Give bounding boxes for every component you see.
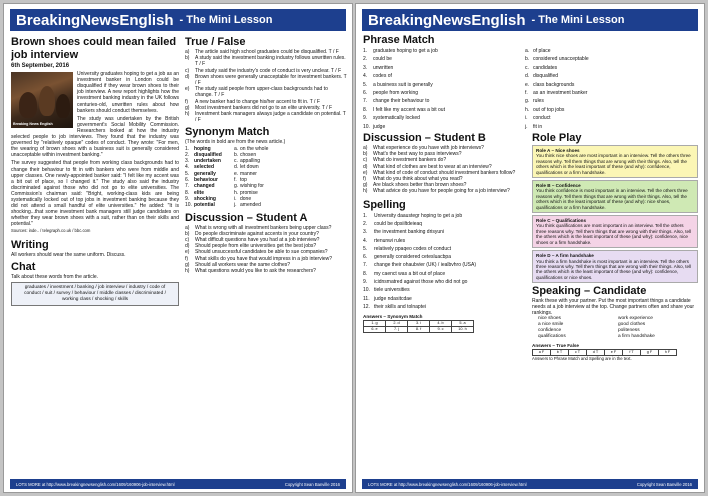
phrase-end: rules <box>533 98 544 105</box>
phrase-end: as an investment banker <box>533 90 588 97</box>
answer-cell: 1. g <box>364 321 386 327</box>
role-play-list <box>532 145 698 283</box>
spelling-text: relatively ppaqeo codes of conduct <box>374 245 451 252</box>
spelling-text: icidnsmatred against those who did not go <box>374 279 468 285</box>
true-false-item-letter: e) <box>185 86 190 93</box>
synonym-letter: g. <box>234 183 239 190</box>
synonym-word: selected <box>194 164 215 171</box>
true-false-item-text: Most investment bankers did not go to an elite university. T / F <box>195 104 333 111</box>
spelling-item <box>363 228 521 236</box>
discussion-a-list <box>185 225 347 275</box>
spelling-number: 5. <box>363 245 368 252</box>
answer-cell: e F <box>605 350 623 356</box>
discussion-a-item-text: Should unsuccessful candidates be able to sue companies? <box>195 249 328 256</box>
role-text: You think nice shoes are most important in an interview. Tell the others three reasons why. Tell them things that are wrong with their things. Also, tell the others which is the least important of these (and why): confidence, qualifications or a firm handshake. <box>536 153 691 175</box>
chat-words-box: graduates / investment / banking / job interview / industry / code of conduct / suit / survey / behaviour / middle classes / discriminated / working class / shocking / skills <box>11 282 179 306</box>
true-false-item-text: Investment bank managers always judge a candidate on potential. T / F <box>195 111 346 124</box>
spelling-text: my caenct was a bit out of place <box>374 270 446 277</box>
right-left-column <box>363 132 521 333</box>
discussion-b-item-letter: c) <box>363 157 368 164</box>
chat-heading: Chat <box>11 260 36 273</box>
spelling-text: tiele universities <box>374 287 410 294</box>
phrase-row <box>363 114 699 122</box>
spelling-text: judge ndasitcdae <box>374 295 412 302</box>
phrase-start: a business suit is generally <box>373 81 433 88</box>
true-false-item-text: A study said the investment banking industry follows unwritten rules. T / F <box>195 55 346 68</box>
spelling-text: University daaustegr hoping to get a job <box>374 212 463 219</box>
synonym-word: changed <box>194 183 215 190</box>
article-paragraph: The study was undertaken by the British government's Social Mobility Commission. Researchers looked at how the industry selected people to job interviews. They found that the industry was governed by "relatively opaque" codes of conduct. They wrote: "For men, the wearing of brown shoes with a business suit is generally considered unacceptable within investment banking." <box>11 115 179 159</box>
spelling-text: the investment banking drisyuni <box>374 229 445 236</box>
phrase-number: 7. <box>363 98 368 105</box>
synonym-letter: a. <box>234 145 239 152</box>
synonym-number: 4. <box>185 164 190 171</box>
synonym-definition: amended <box>240 202 261 209</box>
phrase-start: codes of <box>373 73 392 80</box>
article-headline: Brown shoes could mean failed job interview <box>11 36 177 61</box>
spelling-item <box>363 286 521 294</box>
spelling-item <box>363 212 521 220</box>
article-date: 6th September, 2016 <box>11 63 70 69</box>
article-sources: Sources: inde.. / telegraph.co.uk / bbc.com <box>11 228 91 234</box>
banner-subtitle: - The Mini Lesson <box>531 14 625 26</box>
role-card <box>532 250 698 283</box>
true-false-item <box>185 111 347 123</box>
role-card <box>532 215 698 248</box>
synonym-letter: c. <box>234 158 238 165</box>
phrase-row <box>363 64 699 72</box>
writing-heading: Writing <box>11 238 49 251</box>
role-text: You think qualifications are most important in an interview. Tell the others three reasons why. Tell them things that are wrong with their things. Also, tell the others which is the least important of these (and why): confidence, nice shoes or a firm handshake. <box>536 223 692 245</box>
shoe-shape <box>56 94 70 118</box>
true-false-item-letter: d) <box>185 73 190 80</box>
spelling-list <box>363 212 521 312</box>
synonym-definition: manner <box>240 170 257 177</box>
spelling-heading: Spelling <box>363 198 406 211</box>
phrase-start: judge <box>373 123 386 130</box>
phrase-letter: a. <box>525 48 530 54</box>
discussion-a-heading: Discussion – Student A <box>185 211 308 224</box>
phrase-end: conduct <box>533 115 551 122</box>
answer-cell: d T <box>587 350 605 356</box>
footer-copyright: Copyright Sean Banville 2016 <box>284 481 340 487</box>
role-title: Role A – Nice shoes <box>536 148 580 153</box>
synonym-definition: wishing for <box>240 183 264 190</box>
synonym-letter: f. <box>234 177 237 184</box>
role-title: Role C – Qualifications <box>536 218 587 224</box>
spelling-number: 3. <box>363 229 368 236</box>
discussion-a-item-text: Do people discriminate against accents in your country? <box>195 230 319 237</box>
discussion-a-item-letter: d) <box>185 243 190 250</box>
true-false-item <box>185 74 347 86</box>
spelling-item <box>363 270 521 278</box>
discussion-b-item-text: What experience do you have with job interviews? <box>373 145 484 151</box>
chat-instruction: Talk about these words from the article. <box>11 273 98 280</box>
synonym-definition: top <box>240 177 247 184</box>
spelling-number: 11. <box>363 295 370 302</box>
spelling-text: generally considered cetesluacbpa <box>374 254 451 261</box>
true-false-item-text: Brown shoes were generally unacceptable for investment bankers. T / F <box>195 73 347 87</box>
answer-cell: 4. b <box>430 321 452 327</box>
synonym-instruction: (The words in bold are from the news article.) <box>185 139 286 146</box>
spelling-item <box>363 245 521 253</box>
spelling-number: 7. <box>363 262 368 269</box>
discussion-a-item-text: What difficult questions have you had at a job interview? <box>195 236 320 243</box>
discussion-b-item-letter: g) <box>363 182 368 189</box>
phrase-match-section <box>363 34 699 131</box>
synonym-definition: appalling <box>240 158 261 165</box>
spelling-number: 8. <box>363 270 368 277</box>
discussion-a-item-letter: f) <box>185 255 189 262</box>
discussion-b-item-letter: e) <box>363 169 368 176</box>
synonym-word: undertaken <box>194 158 221 165</box>
spelling-number: 6. <box>363 254 368 261</box>
true-false-item-text: The article said high school graduates could be disqualified. T / F <box>195 49 339 55</box>
synonym-match-heading: Synonym Match <box>185 126 270 139</box>
spelling-item <box>363 237 521 245</box>
phrase-spacer <box>455 89 525 97</box>
spelling-number: 4. <box>363 237 368 244</box>
role-title: Role D – A firm handshake <box>536 253 594 259</box>
synonym-number: 1. <box>185 145 190 152</box>
answers-synonym-title: Answers – Synonym Match <box>363 314 423 320</box>
speaking-item: politeness <box>618 328 640 334</box>
phrase-start: change their behaviour to <box>373 98 430 105</box>
synonym-definition: done <box>240 195 252 202</box>
synonym-letter: b. <box>234 151 239 158</box>
synonym-word: shocking <box>194 195 216 202</box>
phrase-letter: h. <box>525 106 530 113</box>
true-false-item-letter: b) <box>185 55 190 62</box>
discussion-b-item-letter: b) <box>363 151 368 158</box>
phrase-number: 3. <box>363 64 368 71</box>
synonym-letter: j. <box>234 202 237 209</box>
phrase-letter: b. <box>525 56 530 63</box>
article-paragraph: The survey suggested that people from working class backgrounds had to change their behaviour to fit in with bankers who were from middle and upper classes. One newly-appointed banker said: "I felt like my accent was a bit out of place, so I changed it." The study also said the industry discriminated against those who did not go to elite universities. The Commission's chairman said: "Bright, working-class kids are being systematically locked out of top jobs in investment banking because they did not attend a small handful of elite universities." He added: "It is shocking...that some investment bank managers still judge candidates on whether they wear brown shoes with a suit, rather than on their skills and potential." <box>11 160 179 228</box>
answer-cell: a F <box>533 350 551 356</box>
phrase-end: of place <box>533 48 551 54</box>
answers-tf-table <box>532 349 677 356</box>
speaking-item: confidence <box>538 328 562 334</box>
true-false-item <box>185 55 347 67</box>
role-title: Role B – Confidence <box>536 183 581 189</box>
article-column <box>11 36 179 306</box>
synonym-number: 3. <box>185 158 190 165</box>
phrase-row <box>363 97 699 105</box>
spelling-text: their skills and tolnaptei <box>374 303 426 310</box>
synonym-row <box>185 202 347 208</box>
phrase-letter: g. <box>525 98 530 105</box>
phrase-row <box>363 89 699 97</box>
synonym-list <box>185 146 347 209</box>
true-false-item-letter: a) <box>185 49 190 55</box>
discussion-a-item-letter: a) <box>185 224 190 231</box>
footer-link[interactable]: LOTS MORE at http://www.breakingnewsenglish.com/1609/160906-job-interview.html <box>16 481 175 487</box>
synonym-letter: h. <box>234 189 239 196</box>
left-page <box>3 3 353 493</box>
speaking-item: nice shoes <box>538 316 561 322</box>
phrase-end: fit in <box>533 123 543 130</box>
phrase-number: 9. <box>363 115 368 122</box>
discussion-a-item-text: Should all workers wear the same clothes? <box>195 261 291 268</box>
discussion-a-item-letter: b) <box>185 230 190 237</box>
role-text: You think a firm handshake is most important in an interview. Tell the others three reasons why. Tell them things that are wrong with their things. Also, tell the others which is the least important of these (and why): confidence, qualifications or nice shoes. <box>536 258 692 280</box>
discussion-a-item <box>185 268 347 274</box>
synonym-word: behaviour <box>194 177 218 184</box>
article-intro: University graduates hoping to get a job as an investment banker in London could be disqualified if they wear brown shoes to their job interview. A new report highlights how the investment banking industry in the UK follows centuries-old, unwritten rules about how bankers should conduct themselves. <box>77 71 179 114</box>
discussion-b-item <box>363 188 521 194</box>
discussion-a-item-letter: g) <box>185 261 190 268</box>
answer-cell: 10. h <box>452 327 474 333</box>
role-play-heading: Role Play <box>532 132 582 144</box>
phrase-start: people from working <box>373 90 419 97</box>
true-false-item-letter: c) <box>185 67 190 74</box>
phrase-letter: e. <box>525 81 530 88</box>
answer-cell: 2. d <box>386 321 408 327</box>
discussion-a-item-text: Should people from elite universities get the best jobs? <box>195 243 317 250</box>
synonym-number: 9. <box>185 195 190 202</box>
spelling-item <box>363 261 521 269</box>
spelling-number: 1. <box>363 212 368 219</box>
exercises-column <box>185 36 347 274</box>
synonym-number: 10. <box>185 202 192 209</box>
discussion-b-item-letter: d) <box>363 163 368 170</box>
spelling-number: 9. <box>363 279 368 285</box>
discussion-b-item-text: What do investment bankers do? <box>373 157 447 164</box>
synonym-definition: let down <box>240 164 259 171</box>
phrase-letter: i. <box>525 115 528 122</box>
answer-cell: 9. c <box>430 327 452 333</box>
phrase-row <box>363 47 699 55</box>
banner <box>10 9 346 31</box>
phrase-letter: f. <box>525 90 528 97</box>
banner-title: BreakingNewsEnglish <box>16 11 174 29</box>
speaking-item: a firm handshake <box>618 334 655 340</box>
right-page <box>355 3 705 493</box>
footer-link[interactable]: LOTS MORE at http://www.breakingnewsenglish.com/1609/160906-job-interview.html <box>368 481 527 487</box>
phrase-spacer <box>455 81 525 89</box>
role-text: You think confidence is most important in an interview. Tell the others three reasons why. Tell them things that are wrong with their things. Also, tell the others which is the least important of these (and why): nice shoes, qualifications or a firm handshake. <box>536 188 688 210</box>
answer-cell: g F <box>641 350 659 356</box>
phrase-number: 6. <box>363 90 368 97</box>
footer-copyright: Copyright Sean Banville 2016 <box>636 481 692 487</box>
discussion-b-item-letter: a) <box>363 145 368 151</box>
phrase-number: 2. <box>363 56 368 63</box>
phrase-row <box>363 55 699 63</box>
synonym-word: disqualified <box>194 151 222 158</box>
phrase-letter: j. <box>525 123 528 130</box>
shoe-shape <box>19 92 37 118</box>
discussion-a-item-text: What questions would you like to ask the researchers? <box>195 267 316 274</box>
true-false-item-letter: g) <box>185 104 190 111</box>
spelling-text: could be dpsiiltdeieaq <box>374 220 423 227</box>
spelling-item <box>363 278 521 286</box>
phrase-number: 8. <box>363 106 368 113</box>
phrase-spacer <box>455 64 525 72</box>
phrase-end: candidates <box>533 64 558 71</box>
phrase-match-heading: Phrase Match <box>363 34 435 46</box>
synonym-letter: i. <box>234 195 237 202</box>
spelling-item <box>363 295 521 303</box>
answer-cell: 6. e <box>364 327 386 333</box>
synonym-number: 2. <box>185 151 190 158</box>
discussion-a-item-letter: c) <box>185 236 190 243</box>
synonym-number: 6. <box>185 177 190 184</box>
true-false-heading: True / False <box>185 36 246 48</box>
true-false-item-letter: h) <box>185 111 190 118</box>
discussion-b-item-text: What advice do you have for people going for a job interview? <box>373 188 510 195</box>
synonym-definition: on the whole <box>240 145 269 152</box>
spelling-number: 10. <box>363 287 370 294</box>
phrase-number: 10. <box>363 123 370 130</box>
phrase-number: 4. <box>363 73 368 80</box>
answer-cell: 7. j <box>386 327 408 333</box>
phrase-spacer <box>455 97 525 105</box>
synonym-letter: e. <box>234 170 239 177</box>
discussion-b-item-text: What do you think about what you read? <box>373 176 463 183</box>
banner-title: BreakingNewsEnglish <box>368 11 526 29</box>
phrase-end: class backgrounds <box>533 81 575 88</box>
spelling-text: rtenunwi rules <box>374 237 406 244</box>
phrase-number: 1. <box>363 48 368 54</box>
speaking-heading: Speaking – Candidate <box>532 285 647 298</box>
answer-cell: 3. i <box>408 321 430 327</box>
discussion-b-item-letter: f) <box>363 176 367 183</box>
answers-note: Answers to Phrase Match and Spelling are in the text. <box>532 356 632 362</box>
spelling-item <box>363 220 521 228</box>
synonym-number: 7. <box>185 183 190 190</box>
answer-cell: 5. a <box>452 321 474 327</box>
phrase-end: disqualified <box>533 73 559 80</box>
phrase-end: considered unacceptable <box>533 56 589 63</box>
phrase-spacer <box>455 106 525 114</box>
answer-cell: b T <box>551 350 569 356</box>
footer <box>362 479 698 489</box>
synonym-number: 5. <box>185 170 190 177</box>
spelling-number: 12. <box>363 303 370 310</box>
spelling-item <box>363 303 521 311</box>
discussion-b-item-text: What kind of code of conduct should investment bankers follow? <box>373 169 516 176</box>
phrase-number: 5. <box>363 81 368 88</box>
speaking-item: good clothes <box>618 322 646 328</box>
phrase-row <box>363 72 699 80</box>
phrase-start: graduates hoping to get a job <box>373 48 438 54</box>
discussion-a-item-text: What skills do you have that would impress in a job interview? <box>195 255 333 262</box>
banner-subtitle: - The Mini Lesson <box>179 14 273 26</box>
phrase-start: could be <box>373 56 392 63</box>
phrase-spacer <box>455 47 525 55</box>
true-false-item-text: The study said the industry's code of conduct is very unclear. T / F <box>195 67 342 74</box>
speaking-item: a nice smile <box>538 322 564 328</box>
phrase-spacer <box>455 72 525 80</box>
answer-cell: h F <box>659 350 677 356</box>
role-card <box>532 180 698 213</box>
answer-cell: c T <box>569 350 587 356</box>
synonym-word: elite <box>194 189 205 196</box>
role-card <box>532 145 698 178</box>
synonym-letter: d. <box>234 164 239 171</box>
discussion-b-item-letter: h) <box>363 188 368 195</box>
synonym-word: hoping <box>194 145 211 152</box>
discussion-a-item-letter: h) <box>185 267 190 274</box>
phrase-spacer <box>455 114 525 122</box>
discussion-a-item-letter: e) <box>185 249 190 256</box>
synonym-definition: chosen <box>240 151 257 158</box>
phrase-letter: c. <box>525 64 529 71</box>
spelling-number: 2. <box>363 220 368 227</box>
speaking-item: work experience <box>618 316 653 322</box>
true-false-item-letter: f) <box>185 98 189 105</box>
right-right-column <box>532 132 698 363</box>
phrase-start: I felt like my accent was a bit out <box>373 106 445 113</box>
true-false-item <box>185 86 347 98</box>
phrase-row <box>363 123 699 131</box>
spelling-item <box>363 253 521 261</box>
answer-cell: 8. f <box>408 327 430 333</box>
synonym-number: 8. <box>185 189 190 196</box>
phrase-row <box>363 106 699 114</box>
true-false-item-text: A new banker had to change his/her accent to fit in. T / F <box>195 98 320 105</box>
footer <box>10 479 346 489</box>
true-false-list <box>185 49 347 123</box>
spelling-text: change their ohaubvier (UK) / iealbvhro (USA) <box>374 262 476 269</box>
article-photo <box>11 72 73 128</box>
phrase-letter: d. <box>525 73 530 80</box>
speaking-list <box>532 316 698 340</box>
discussion-b-item-text: What's the best way to pass interviews? <box>373 151 462 158</box>
shoe-shape <box>39 86 55 116</box>
speaking-instruction: Rank these with your partner. Put the most important things a candidate needs at a job interview at the top. Change partners often and share your rankings. <box>532 298 695 317</box>
synonym-definition: promise <box>240 189 258 196</box>
discussion-b-list <box>363 145 521 195</box>
discussion-a-item-text: What is wrong with all investment bankers being upper class? <box>195 224 332 231</box>
banner <box>362 9 698 31</box>
phrase-spacer <box>455 55 525 63</box>
discussion-b-item-text: What kind of clothes are best to wear at an interview? <box>373 163 492 170</box>
answers-tf-title: Answers – True False <box>532 343 579 349</box>
phrase-row <box>363 81 699 89</box>
answer-cell: f T <box>623 350 641 356</box>
photo-caption: Breaking News English <box>13 122 53 127</box>
answers-synonym-table <box>363 320 474 333</box>
phrase-match-list <box>363 47 699 131</box>
phrase-end: out of top jobs <box>533 106 565 113</box>
phrase-start: unwritten <box>373 64 394 71</box>
true-false-item-text: The study said people from upper-class backgrounds had to change. T / F <box>195 86 328 99</box>
phrase-start: systematically locked <box>373 115 420 122</box>
writing-prompt: All workers should wear the same uniform. Discuss. <box>11 251 126 258</box>
synonym-word: potential <box>194 202 215 209</box>
phrase-spacer <box>455 123 525 131</box>
discussion-b-item-text: Are black shoes better than brown shoes? <box>373 182 467 189</box>
synonym-word: generally <box>194 170 216 177</box>
discussion-b-heading: Discussion – Student B <box>363 132 486 144</box>
speaking-item: qualifications <box>538 334 566 340</box>
